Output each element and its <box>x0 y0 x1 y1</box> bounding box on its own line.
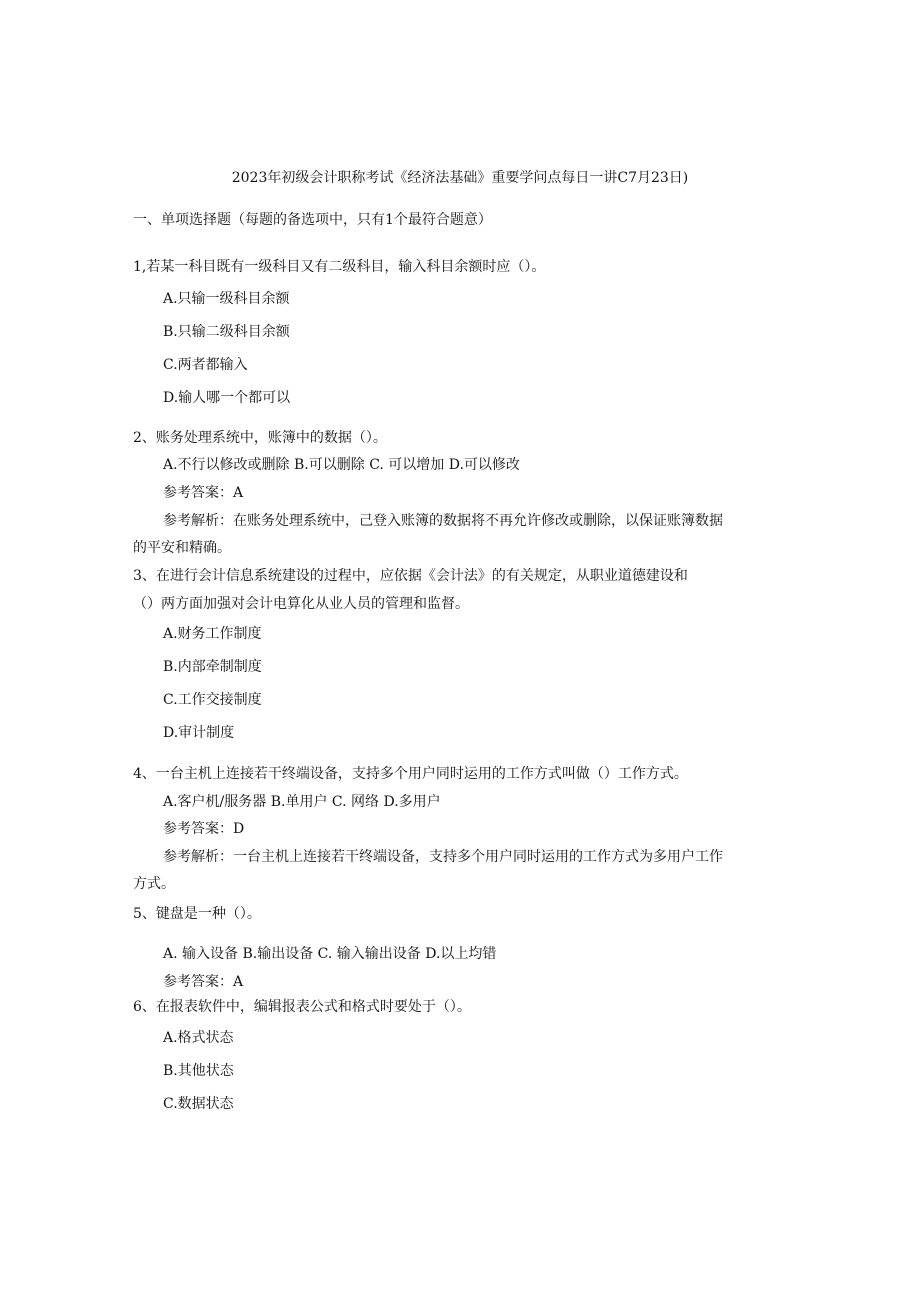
question-1-option-c: C.两者都输入 <box>163 357 248 373</box>
question-2-stem: 2、账务处理系统中，账簿中的数据（）。 <box>133 430 387 446</box>
question-3-option-d: D.审计制度 <box>163 725 235 741</box>
question-1-option-b: B.只输二级科目余额 <box>163 324 290 340</box>
section-heading: 一、单项选择题（每题的备选项中，只有1个最符合题意） <box>133 212 492 228</box>
question-2-analysis: 参考解析：在账务处理系统中，己登入账簿的数据将不再允许修改或删除，以保证账簿数据 <box>163 513 723 529</box>
question-3-stem-cont: （）两方面加强对会计电算化从业人员的管理和监督。 <box>133 596 469 612</box>
question-1-option-d: D.输人哪一个都可以 <box>163 390 291 406</box>
question-1-stem: 1,若某一科目既有一级科目又有二级科目，输入科目余额时应（）。 <box>133 259 546 275</box>
question-4-answer: 参考答案：D <box>163 821 245 837</box>
question-5-answer: 参考答案：A <box>163 974 244 990</box>
question-4-options: A.客户机/服务器 B.单用户 C. 网络 D.多用户 <box>163 794 441 810</box>
question-5-stem: 5、键盘是一种（）。 <box>133 906 261 922</box>
question-5-options: A. 输入设备 B.输出设备 C. 输入输出设备 D.以上均错 <box>163 946 497 962</box>
question-2-analysis-cont: 的平安和精确。 <box>133 540 231 556</box>
question-3-option-c: C.工作交接制度 <box>163 692 262 708</box>
question-4-analysis: 参考解析：一台主机上连接若干终端设备，支持多个用户同时运用的工作方式为多用户工作 <box>163 849 723 865</box>
question-2-answer: 参考答案：A <box>163 485 244 501</box>
question-3-option-a: A.财务工作制度 <box>163 626 262 642</box>
question-6-option-c: C.数据状态 <box>163 1096 234 1112</box>
question-4-analysis-cont: 方式。 <box>133 876 175 892</box>
question-2-options: A.不行以修改或删除 B.可以删除 C. 可以增加 D.可以修改 <box>163 457 520 473</box>
question-3-stem: 3、在进行会计信息系统建设的过程中，应依据《会计法》的有关规定，从职业道德建设和 <box>133 568 688 584</box>
question-6-option-b: B.其他状态 <box>163 1063 234 1079</box>
question-4-stem: 4、一台主机上连接若干终端设备，支持多个用户同时运用的工作方式叫做（）工作方式。 <box>133 766 688 782</box>
question-3-option-b: B.内部牵制制度 <box>163 659 262 675</box>
question-1-option-a: A.只输一级科目余额 <box>163 291 290 307</box>
document-title: 2023年初级会计职称考试《经济法基础》重要学问点每日一讲C7月23日) <box>231 170 689 186</box>
question-6-option-a: A.格式状态 <box>163 1030 234 1046</box>
question-6-stem: 6、在报表软件中，编辑报表公式和格式时要处于（）。 <box>133 999 471 1015</box>
